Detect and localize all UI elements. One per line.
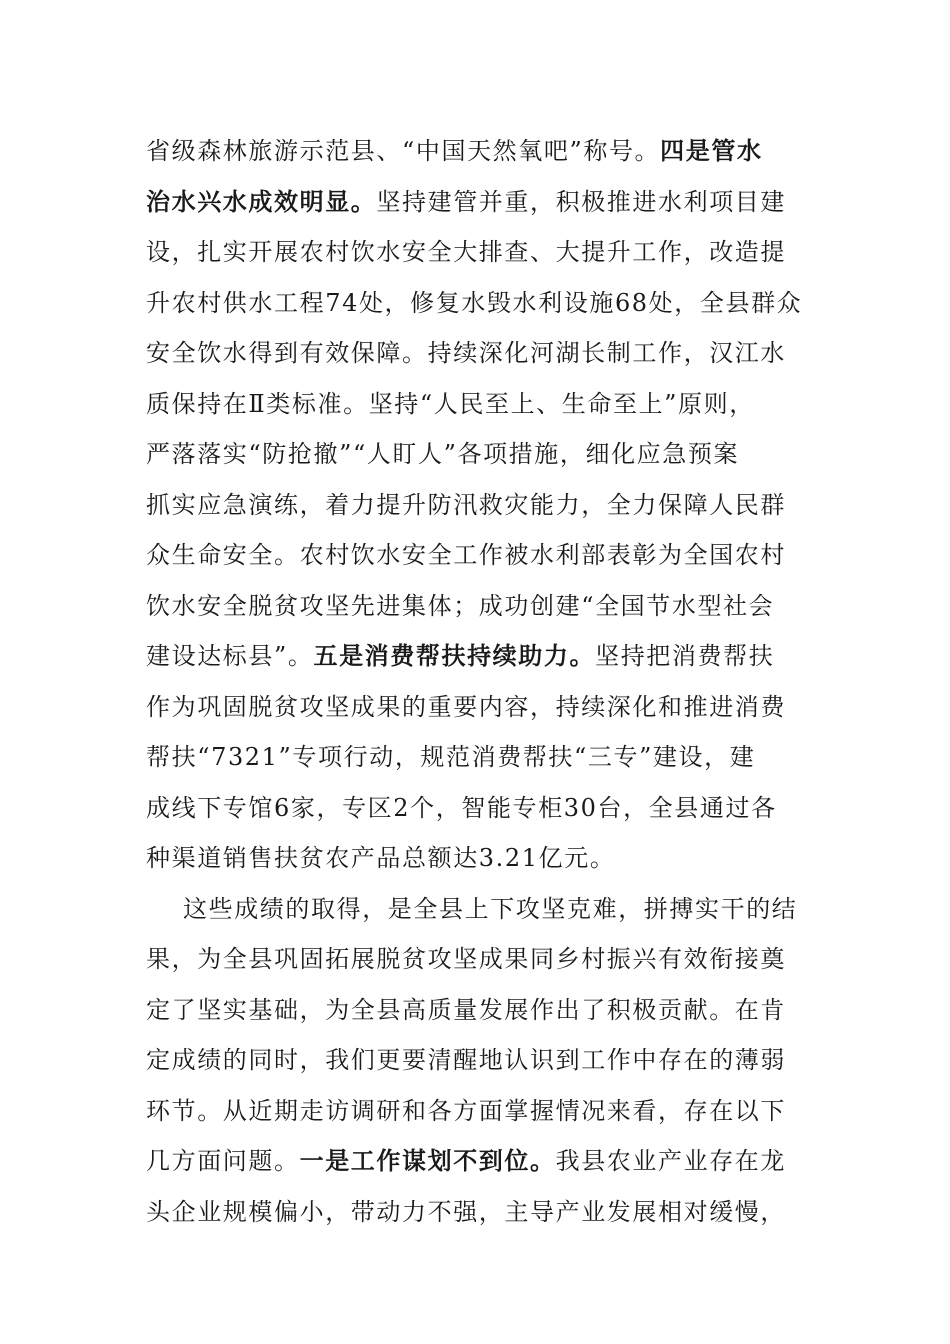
text-run: 果，为全县巩固拓展脱贫攻坚成果同乡村振兴有效衔接奠 — [146, 945, 786, 973]
text-line — [146, 429, 806, 480]
paragraph-first-line — [146, 884, 806, 935]
text-run: 抓实应急演练，着力提升防汛救灾能力，全力保障人民群 — [146, 490, 786, 519]
text-line — [146, 227, 806, 278]
text-line — [146, 1136, 806, 1187]
text-run: 安全饮水得到有效保障。持续深化河湖长制工作，汉江水 — [146, 339, 786, 367]
bold-heading-run: 五是消费帮扶持续助力。 — [313, 641, 596, 670]
text-run: 质保持在Ⅱ类标准。坚持“人民至上、生命至上”原则， — [146, 389, 755, 418]
text-run: 我县农业产业存在龙 — [555, 1147, 787, 1175]
text-line — [146, 631, 806, 682]
text-line — [146, 379, 806, 430]
text-line — [146, 126, 806, 177]
text-run: 作为巩固脱贫攻坚成果的重要内容，持续深化和推进消费 — [146, 692, 786, 721]
text-run: 环节。从近期走访调研和各方面掌握情况来看，存在以下 — [146, 1096, 786, 1125]
bold-heading-run: 治水兴水成效明显。 — [146, 186, 377, 216]
text-line — [146, 278, 806, 329]
text-run: 帮扶“7321”专项行动，规范消费帮扶“三专”建设，建 — [146, 743, 756, 771]
text-run: 升农村供水工程74处，修复水毁水利设施68处，全县群众 — [146, 288, 803, 317]
text-line — [146, 328, 806, 379]
text-run: 坚持把消费帮扶 — [595, 642, 775, 670]
text-line — [146, 985, 806, 1036]
bold-heading-run: 一是工作谋划不到位。 — [299, 1146, 556, 1175]
text-run: 坚持建管并重，积极推进水利项目建 — [376, 187, 787, 216]
text-run: 省级森林旅游示范县、“中国天然氧吧”称号。 — [146, 137, 661, 165]
text-run: 头企业规模偏小，带动力不强，主导产业发展相对缓慢， — [146, 1197, 786, 1226]
text-line — [146, 934, 806, 985]
document-page — [146, 126, 806, 1237]
text-run: 定成绩的同时，我们更要清醒地认识到工作中存在的薄弱 — [146, 1046, 786, 1074]
text-line — [146, 682, 806, 733]
text-run: 种渠道销售扶贫农产品总额达3.21亿元。 — [146, 844, 616, 872]
text-line — [146, 581, 806, 632]
text-line — [146, 833, 806, 884]
text-line — [146, 480, 806, 531]
text-run: 几方面问题。 — [146, 1147, 300, 1175]
text-line — [146, 1187, 806, 1238]
text-run: 饮水安全脱贫攻坚先进集体；成功创建“全国节水型社会 — [146, 591, 775, 620]
bold-heading-run: 四是管水 — [660, 136, 763, 165]
text-line — [146, 783, 806, 834]
text-run: 设，扎实开展农村饮水安全大排查、大提升工作，改造提 — [146, 238, 786, 266]
text-line — [146, 177, 806, 228]
text-run: 建设达标县”。 — [146, 642, 314, 670]
text-run: 众生命安全。农村饮水安全工作被水利部表彰为全国农村 — [146, 541, 786, 569]
text-line — [146, 1035, 806, 1086]
text-run: 成线下专馆6家，专区2个，智能专柜30台，全县通过各 — [146, 793, 777, 822]
text-line — [146, 530, 806, 581]
text-run: 这些成绩的取得，是全县上下攻坚克难，拼搏实干的结 — [183, 894, 798, 923]
text-run: 定了坚实基础，为全县高质量发展作出了积极贡献。在肯 — [146, 995, 786, 1024]
text-line — [146, 732, 806, 783]
text-line — [146, 1086, 806, 1137]
text-run: 严落落实“防抢撤”“人盯人”各项措施，细化应急预案 — [146, 440, 740, 468]
